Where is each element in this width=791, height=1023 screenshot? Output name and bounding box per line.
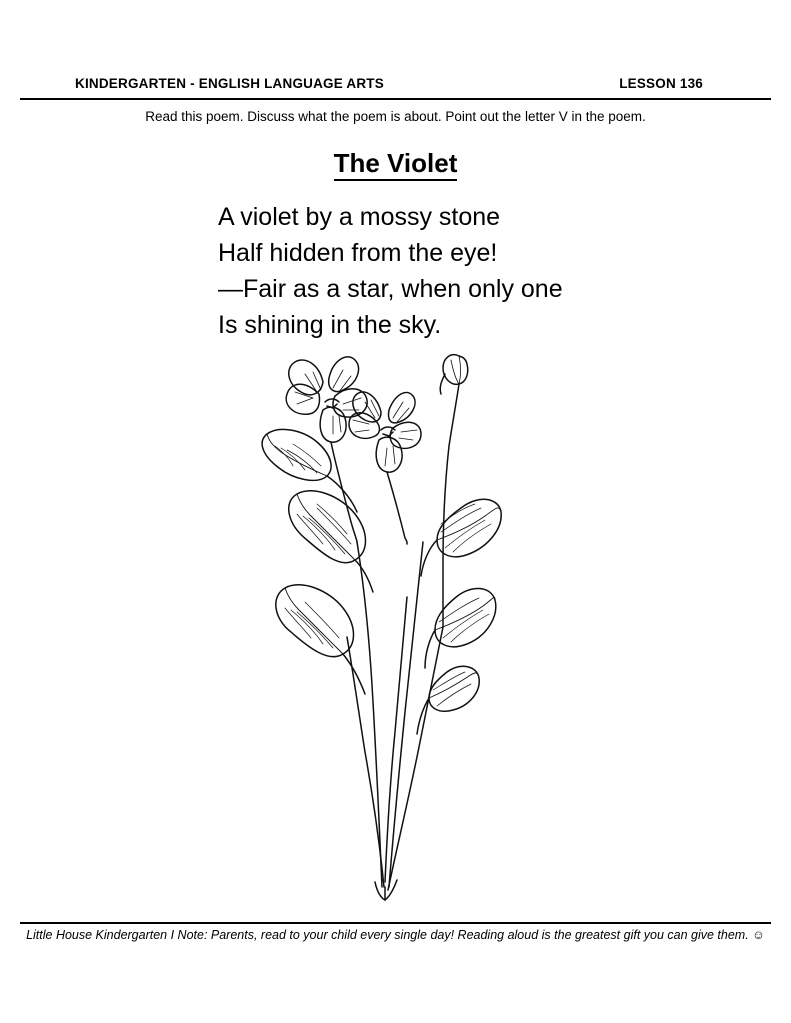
footer-note: Little House Kindergarten I Note: Parents, read to your child every single day! Reading aloud is the greatest gift you can give them. ☺ bbox=[26, 928, 765, 942]
violet-plant-illustration bbox=[247, 342, 547, 907]
poem-line: Is shining in the sky. bbox=[218, 311, 442, 339]
poem-body bbox=[218, 199, 658, 343]
header-lesson-number: LESSON 136 bbox=[619, 76, 703, 91]
header-divider bbox=[20, 98, 771, 100]
poem-line: A violet by a mossy stone bbox=[218, 203, 501, 231]
poem-title-text: The Violet bbox=[334, 148, 458, 181]
poem-line: —Fair as a star, when only one bbox=[218, 275, 563, 303]
poem-line: Half hidden from the eye! bbox=[218, 239, 498, 267]
poem-title bbox=[0, 148, 791, 179]
footer-divider bbox=[20, 922, 771, 924]
instruction-text: Read this poem. Discuss what the poem is about. Point out the letter V in the poem. bbox=[145, 109, 646, 124]
header-subject: KINDERGARTEN - ENGLISH LANGUAGE ARTS bbox=[75, 76, 384, 91]
page-header bbox=[75, 76, 703, 91]
